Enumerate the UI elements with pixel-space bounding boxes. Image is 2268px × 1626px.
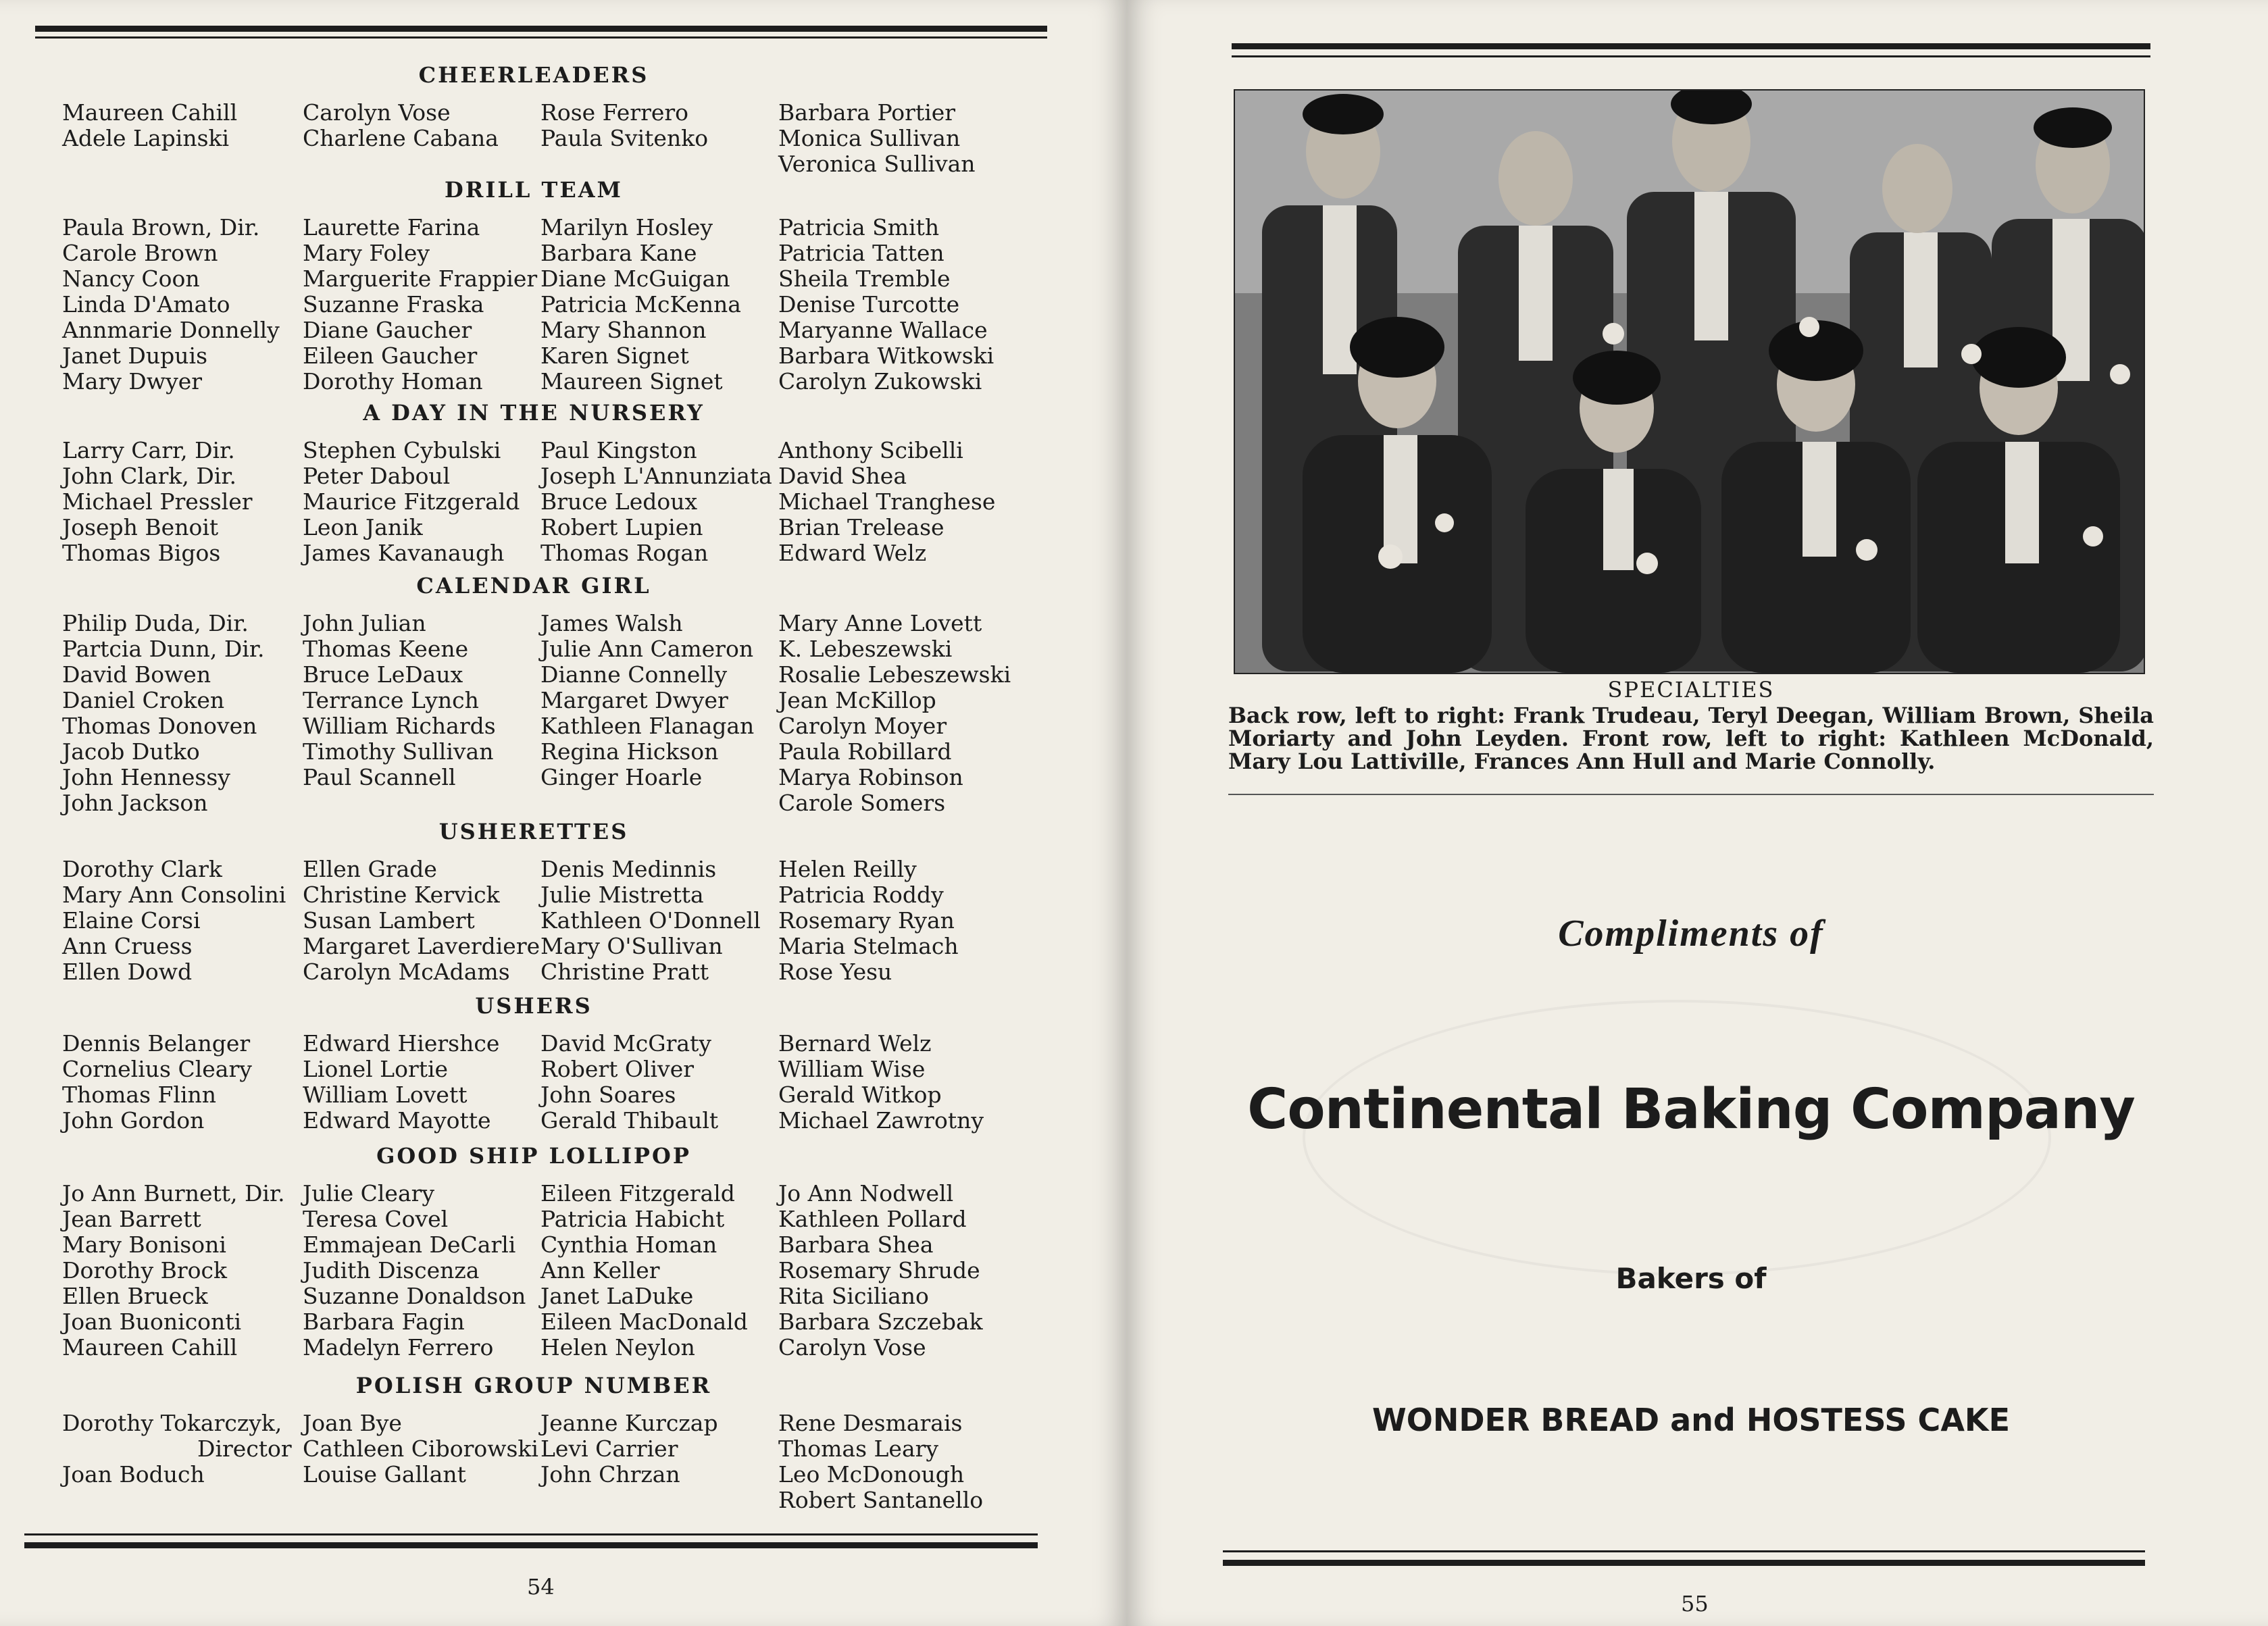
cast-name: Patricia Habicht (540, 1206, 725, 1232)
cast-name: Gerald Thibault (540, 1107, 719, 1134)
cast-name: Edward Hiershce (303, 1030, 500, 1057)
cast-name: Gerald Witkop (778, 1082, 942, 1108)
section-title: USHERS (475, 993, 593, 1019)
cast-name: Dorothy Brock (62, 1257, 227, 1284)
cast-name: Julie Cleary (303, 1180, 435, 1206)
cast-name: Ann Keller (540, 1257, 660, 1284)
name-column (540, 438, 772, 566)
cast-name: Denise Turcotte (778, 291, 960, 317)
cast-name: James Walsh (540, 610, 683, 636)
cast-name: Kathleen O'Donnell (540, 907, 761, 934)
cast-name: Marilyn Hosley (540, 214, 713, 240)
cast-name: Larry Carr, Dir. (62, 437, 235, 463)
caption-text: Back row, left to right: Frank Trudeau, Teryl Deegan, William Brown, Sheila Moriarty and John Leyden. Front row, left to right: Kathleen McDonald, Mary Lou Lattiville, Frances Ann Hull and Marie Connolly. (1228, 703, 2154, 774)
cast-name: Margaret Dwyer (540, 687, 728, 713)
cast-name: Barbara Witkowski (778, 342, 994, 369)
cast-name: Bruce LeDaux (303, 661, 463, 688)
name-column (540, 611, 754, 790)
cast-name: Mary Foley (303, 240, 430, 266)
cast-name: Carolyn Vose (303, 99, 451, 126)
cast-name: Joan Bye (303, 1410, 402, 1436)
name-column (303, 857, 540, 985)
top-rule-right (1232, 43, 2150, 49)
cast-name: Rose Yesu (778, 959, 892, 985)
name-column (303, 215, 537, 395)
cast-name: Cathleen Ciborowski (303, 1436, 538, 1462)
caption-divider (1228, 794, 2154, 795)
left-page (0, 0, 1127, 1626)
section-title: POLISH GROUP NUMBER (355, 1373, 712, 1398)
cast-name: Ellen Grade (303, 856, 437, 882)
ad-products: WONDER BREAD and HOSTESS CAKE (1372, 1402, 2010, 1438)
cast-name: Mary Anne Lovett (778, 610, 982, 636)
cast-name: Stephen Cybulski (303, 437, 501, 463)
name-column (62, 857, 286, 985)
cast-name: Robert Lupien (540, 514, 703, 540)
cast-name: Cynthia Homan (540, 1231, 717, 1258)
cast-name: Paula Robillard (778, 738, 952, 765)
cast-name: Denis Medinnis (540, 856, 717, 882)
cast-name: John Hennessy (62, 764, 230, 790)
cast-name: Anthony Scibelli (778, 437, 963, 463)
name-column (540, 1411, 718, 1488)
name-column (540, 1181, 748, 1361)
cast-name: Kathleen Pollard (778, 1206, 967, 1232)
cast-name: Susan Lambert (303, 907, 475, 934)
cast-name: Robert Santanello (778, 1487, 984, 1513)
specialties-photo (1234, 89, 2145, 674)
name-column (778, 438, 995, 566)
caption-title: SPECIALTIES (1607, 677, 1775, 703)
ad-bakers-of: Bakers of (1615, 1262, 1767, 1295)
cast-name: Mary Bonisoni (62, 1231, 226, 1258)
cast-name: Joseph Benoit (62, 514, 219, 540)
cast-name: Daniel Croken (62, 687, 225, 713)
cast-name: Helen Reilly (778, 856, 917, 882)
section-title: USHERETTES (438, 819, 629, 844)
cast-name: Timothy Sullivan (303, 738, 494, 765)
cast-name: David Shea (778, 463, 907, 489)
name-column (778, 215, 994, 395)
name-column (303, 1411, 538, 1488)
cast-name: Bruce Ledoux (540, 488, 698, 515)
cast-name: Dennis Belanger (62, 1030, 251, 1057)
cast-name: Mary O'Sullivan (540, 933, 723, 959)
cast-name: Maureen Signet (540, 368, 723, 395)
cast-name: Suzanne Donaldson (303, 1283, 526, 1309)
cast-name: Bernard Welz (778, 1030, 932, 1057)
cast-name: Marya Robinson (778, 764, 963, 790)
cast-name: Monica Sullivan (778, 125, 961, 151)
cast-name: Eileen Fitzgerald (540, 1180, 735, 1206)
cast-name: Julie Mistretta (540, 882, 704, 908)
cast-name: Patricia Tatten (778, 240, 944, 266)
cast-name: Barbara Szczebak (778, 1309, 983, 1335)
cast-name: Rosemary Shrude (778, 1257, 980, 1284)
cast-name: Carolyn Moyer (778, 713, 947, 739)
cast-name: Levi Carrier (540, 1436, 678, 1462)
cast-name: Laurette Farina (303, 214, 480, 240)
cast-name: John Gordon (62, 1107, 205, 1134)
cast-name: Adele Lapinski (62, 125, 230, 151)
cast-name: Charlene Cabana (303, 125, 499, 151)
cast-name: Thomas Leary (778, 1436, 939, 1462)
cast-name: John Chrzan (540, 1461, 680, 1488)
cast-name: William Lovett (303, 1082, 468, 1108)
cast-name: Carole Brown (62, 240, 218, 266)
cast-name: Partcia Dunn, Dir. (62, 636, 265, 662)
cast-name: Leon Janik (303, 514, 423, 540)
cast-name: Christine Pratt (540, 959, 709, 985)
cast-name: Edward Welz (778, 540, 927, 566)
cast-name: Jacob Dutko (62, 738, 200, 765)
cast-name: Carole Somers (778, 790, 946, 816)
cast-name: Michael Tranghese (778, 488, 996, 515)
cast-name: Joan Boduch (62, 1461, 205, 1488)
cast-name: John Jackson (62, 790, 208, 816)
name-column (540, 215, 741, 395)
bottom-rule-right (1223, 1560, 2145, 1566)
name-column (778, 1181, 983, 1361)
cast-name: Ginger Hoarle (540, 764, 703, 790)
cast-name: John Clark, Dir. (62, 463, 236, 489)
cast-name: Eileen Gaucher (303, 342, 478, 369)
cast-name: Dianne Connelly (540, 661, 728, 688)
name-column (303, 1031, 499, 1134)
page-number-right: 55 (1681, 1591, 1709, 1617)
cast-name: Director (197, 1436, 292, 1462)
cast-name: Christine Kervick (303, 882, 500, 908)
cast-name: K. Lebeszewski (778, 636, 953, 662)
cast-name: Mary Shannon (540, 317, 707, 343)
cast-name: Helen Neylon (540, 1334, 695, 1361)
cast-name: Karen Signet (540, 342, 689, 369)
cast-name: Edward Mayotte (303, 1107, 491, 1134)
cast-name: Jean McKillop (778, 687, 936, 713)
cast-name: Paul Kingston (540, 437, 697, 463)
page-number-left: 54 (527, 1574, 555, 1600)
top-rule-thin (35, 36, 1047, 39)
bottom-rule-right-thin (1223, 1550, 2145, 1552)
cast-name: Diane Gaucher (303, 317, 472, 343)
bottom-rule-thin (24, 1533, 1038, 1535)
section-title: DRILL TEAM (445, 177, 623, 203)
name-column (778, 857, 959, 985)
cast-name: Carolyn McAdams (303, 959, 510, 985)
cast-name: Maureen Cahill (62, 99, 238, 126)
cast-name: Veronica Sullivan (778, 151, 976, 177)
cast-name: Joseph L'Annunziata (540, 463, 772, 489)
name-column (778, 611, 1011, 816)
cast-name: Dorothy Homan (303, 368, 483, 395)
cast-name: Carolyn Vose (778, 1334, 926, 1361)
cast-name: Paul Scannell (303, 764, 456, 790)
cast-name: Mary Ann Consolini (62, 882, 286, 908)
cast-name: Dorothy Clark (62, 856, 222, 882)
name-column (62, 1181, 285, 1361)
cast-name: Paula Brown, Dir. (62, 214, 260, 240)
cast-name: Cornelius Cleary (62, 1056, 252, 1082)
cast-name: Robert Oliver (540, 1056, 695, 1082)
cast-name: Eileen MacDonald (540, 1309, 748, 1335)
ad-company-name: Continental Baking Company (1247, 1077, 2135, 1142)
name-column (62, 1411, 292, 1488)
cast-name: Maureen Cahill (62, 1334, 238, 1361)
cast-name: Teresa Covel (303, 1206, 449, 1232)
name-column (303, 1181, 526, 1361)
cast-name: Emmajean DeCarli (303, 1231, 516, 1258)
cast-name: Maria Stelmach (778, 933, 959, 959)
name-column (540, 857, 761, 985)
cast-name: Barbara Portier (778, 99, 956, 126)
cast-name: Diane McGuigan (540, 265, 730, 292)
cast-name: Margaret Laverdiere (303, 933, 540, 959)
cast-name: Marguerite Frappier (303, 265, 538, 292)
cast-name: William Wise (778, 1056, 926, 1082)
cast-name: Lionel Lortie (303, 1056, 449, 1082)
name-column (62, 215, 280, 395)
cast-name: Barbara Shea (778, 1231, 934, 1258)
cast-name: Carolyn Zukowski (778, 368, 982, 395)
cast-name: John Soares (540, 1082, 676, 1108)
cast-name: Nancy Coon (62, 265, 200, 292)
cast-name: Julie Ann Cameron (540, 636, 754, 662)
cast-name: Paula Svitenko (540, 125, 709, 151)
ad-compliments: Compliments of (1558, 913, 1824, 955)
name-column (778, 1411, 983, 1513)
section-title: CHEERLEADERS (418, 62, 649, 88)
cast-name: Philip Duda, Dir. (62, 610, 249, 636)
name-column (62, 100, 237, 151)
cast-name: Barbara Kane (540, 240, 697, 266)
cast-name: Michael Pressler (62, 488, 253, 515)
name-column (62, 611, 264, 816)
cast-name: Dorothy Tokarczyk, (62, 1410, 282, 1436)
cast-name: Thomas Donoven (62, 713, 257, 739)
cast-name: Patricia Smith (778, 214, 940, 240)
cast-name: Sheila Tremble (778, 265, 951, 292)
top-rule (35, 26, 1047, 32)
name-column (778, 100, 976, 177)
cast-name: Ellen Brueck (62, 1283, 208, 1309)
cast-name: Madelyn Ferrero (303, 1334, 494, 1361)
cast-name: Rose Ferrero (540, 99, 689, 126)
cast-name: Janet LaDuke (540, 1283, 694, 1309)
section-title: A DAY IN THE NURSERY (363, 400, 705, 426)
cast-name: Kathleen Flanagan (540, 713, 755, 739)
cast-name: Ellen Dowd (62, 959, 193, 985)
cast-name: John Julian (303, 610, 426, 636)
name-column (540, 1031, 718, 1134)
cast-name: Annmarie Donnelly (62, 317, 280, 343)
cast-name: Terrance Lynch (303, 687, 479, 713)
cast-name: Thomas Bigos (62, 540, 221, 566)
right-page (1127, 0, 2268, 1626)
name-column (303, 100, 499, 151)
cast-name: Michael Zawrotny (778, 1107, 984, 1134)
cast-name: Louise Gallant (303, 1461, 466, 1488)
cast-name: Linda D'Amato (62, 291, 230, 317)
cast-name: Suzanne Fraska (303, 291, 484, 317)
cast-name: Joan Buoniconti (62, 1309, 242, 1335)
bottom-rule (24, 1542, 1038, 1548)
section-title: GOOD SHIP LOLLIPOP (376, 1143, 691, 1169)
cast-name: Jean Barrett (62, 1206, 201, 1232)
cast-name: Jeanne Kurczap (540, 1410, 718, 1436)
cast-name: Leo McDonough (778, 1461, 965, 1488)
name-column (540, 100, 708, 151)
cast-name: Jo Ann Nodwell (778, 1180, 954, 1206)
name-column (303, 611, 496, 790)
cast-name: Rita Siciliano (778, 1283, 929, 1309)
top-rule-right-thin (1232, 55, 2150, 57)
name-column (778, 1031, 984, 1134)
name-column (62, 438, 253, 566)
cast-name: David McGraty (540, 1030, 711, 1057)
section-title: CALENDAR GIRL (416, 573, 651, 599)
cast-name: Peter Daboul (303, 463, 451, 489)
cast-name: James Kavanaugh (303, 540, 505, 566)
cast-name: Thomas Rogan (540, 540, 709, 566)
name-column (62, 1031, 252, 1134)
cast-name: Patricia Roddy (778, 882, 944, 908)
cast-name: Regina Hickson (540, 738, 719, 765)
cast-name: Ann Cruess (62, 933, 193, 959)
cast-name: David Bowen (62, 661, 211, 688)
cast-name: Judith Discenza (303, 1257, 480, 1284)
name-column (303, 438, 520, 566)
cast-name: Patricia McKenna (540, 291, 741, 317)
cast-name: Jo Ann Burnett, Dir. (62, 1180, 285, 1206)
cast-name: Rosemary Ryan (778, 907, 955, 934)
cast-name: William Richards (303, 713, 496, 739)
cast-name: Rosalie Lebeszewski (778, 661, 1011, 688)
cast-name: Mary Dwyer (62, 368, 203, 395)
cast-name: Rene Desmarais (778, 1410, 963, 1436)
cast-name: Janet Dupuis (62, 342, 208, 369)
cast-name: Thomas Flinn (62, 1082, 217, 1108)
cast-name: Barbara Fagin (303, 1309, 465, 1335)
cast-name: Maurice Fitzgerald (303, 488, 520, 515)
cast-name: Maryanne Wallace (778, 317, 988, 343)
cast-name: Brian Trelease (778, 514, 944, 540)
cast-name: Thomas Keene (303, 636, 469, 662)
cast-name: Elaine Corsi (62, 907, 201, 934)
